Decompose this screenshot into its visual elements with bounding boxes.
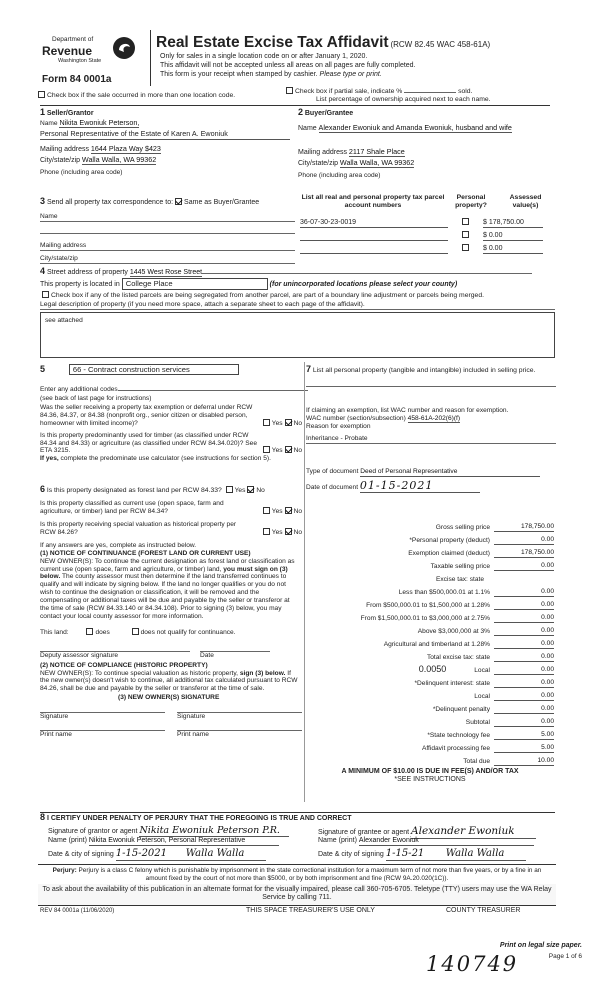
owner-print-name-label[interactable]: Print name [40, 730, 165, 739]
tax-row [306, 597, 554, 610]
grantee-date[interactable]: 1-15-21 [386, 848, 446, 861]
q2-note: complete the predominate use calculator (see instructions for section 5). [60, 455, 271, 463]
does-not-label: does not qualify for continuance. [140, 628, 236, 636]
tax-row [306, 649, 554, 662]
forest-yes-label: Yes [234, 487, 246, 494]
legal-size-note: Print on legal size paper. [499, 942, 582, 949]
q1-no-label: No [293, 419, 302, 427]
historic-yes-label: Yes [271, 528, 283, 536]
dept-name: Revenue [42, 43, 93, 58]
see-instructions-note: *SEE INSTRUCTIONS [394, 776, 466, 784]
col-assessed-header: Assessed value(s) [509, 194, 542, 210]
tax-row-value[interactable]: 178,750.00 [494, 523, 554, 532]
doc-date-label: Date of document [306, 483, 359, 491]
current-use-no-label: No [293, 508, 302, 516]
tax-row-value[interactable]: 0.00 [494, 640, 554, 649]
notice2-text-c: If the new owner(s) doesn't wish to continue, all additional tax calculated pursuant to RCW 84.26, shall be due and payable by the seller or transferor at the time of sale. [40, 669, 298, 693]
certify-text: I CERTIFY UNDER PENALTY OF PERJURY THAT THE FOREGOING IS TRUE AND CORRECT [46, 815, 352, 822]
grantee-sig-label: Signature of grantee or agent [318, 829, 410, 836]
segregated-checkbox[interactable] [42, 291, 49, 298]
deputy-date-label: Date [200, 651, 270, 660]
statute-text: (RCW 82.45 WAC 458-61A) [390, 40, 491, 49]
tax-row-label: Excise tax: state [435, 576, 484, 584]
county-treasurer: COUNTY TREASURER [446, 907, 521, 914]
notice1-text-a: NEW OWNER(S): To continue the current designation as forest land or classification as current use (open space, farm and agriculture, or timber) land, [40, 557, 295, 573]
minimum-due-note: A MINIMUM OF $10.00 IS DUE IN FEE(S) AND/OR TAX [341, 768, 519, 775]
page-number: Page 1 of 6 [548, 953, 582, 960]
parcel-number[interactable] [300, 245, 448, 254]
treasurer-use-only: THIS SPACE TREASURER'S USE ONLY [246, 907, 375, 914]
tax-row-label: Local [474, 693, 490, 701]
forest-question: Is this property designated as forest land per RCW 84.33? [46, 487, 222, 494]
same-as-buyer-label: Same as Buyer/Grantee [184, 199, 260, 206]
tax-row [306, 727, 554, 740]
correspondence-name-label: Name [40, 213, 295, 222]
if-yes-note: If any answers are yes, complete as instructed below. [40, 541, 197, 549]
buyer-heading: Buyer/Grantee [304, 110, 354, 117]
tax-row-value[interactable]: 10.00 [494, 757, 554, 766]
tax-row-value[interactable]: 0.00 [494, 588, 554, 597]
tax-row-label: From $500,000.01 to $1,500,000 at 1.28% [366, 602, 490, 610]
revenue-swirl-icon [112, 36, 136, 60]
q2-yes-label: Yes [271, 447, 283, 455]
alt-format-box [38, 884, 556, 906]
parcel-number[interactable] [300, 232, 448, 241]
dept-of-revenue-logo [38, 36, 148, 65]
header [38, 30, 573, 102]
wac-label: WAC number (section/subsection) [306, 415, 406, 423]
tax-row-value[interactable]: 0.00 [494, 718, 554, 727]
dept-line1: Department of [52, 36, 94, 43]
section6: 6 Is this property designated as forest land per RCW 84.33? Yes No Is this property classified as current use (open space, farm and agriculture, or timber) land per RCW 84.34? Yes No Is this property receiving special valuation as historical property per RCW 84.26? Yes No If any answers are yes, complete as instructed below. (1) NOTICE OF CONTINUANCE (FOREST LAND OR CURRENT USE) NEW OWNER(S): To continue the current designation as forest land or classification as current use (open space, farm and agriculture, or timber) land, you must sign on (3) below. The county assessor must then determine if the land transferred continues to qualify and will indicate by signing below. If the land no longer qualifies or you do not wish to continue the designation or classification, it will be removed and the compensating or additional taxes will be due and payable by the seller or transferor at the time of sale (RCW 84.33.140 or 84.34.108). Prior to signing (3) below, you may contact your local county assessor for more information. This land: does does not qualify for continuance. Deputy assessor signature Date (2) NOTICE OF COMPLIANCE (HISTORIC PROPERTY) NEW OWNER(S): To continue special valuation as historic property, sign (3) below. If the new owner(s) doesn't wish to continue, all additional tax calculated pursuant to RCW 84.26, shall be due and payable by the seller or transferor at the time of sale. (3) NEW OWNER(S) SIGNATURE Signature Signature Print name Print name [40, 484, 302, 739]
tax-row [306, 623, 554, 636]
alt-format-text: To ask about the availability of this publication in an alternate format for the visually impaired, please call 360-705-6705. Teletype (TTY) users may use the WA Relay Service by calling 711. [42, 886, 552, 902]
location-select[interactable]: College Place [122, 278, 268, 289]
local-tax-row [306, 662, 554, 675]
tax-row [306, 688, 554, 701]
exemption-label: If claiming an exemption, list WAC number and reason for exemption. [306, 407, 509, 415]
grantor-signature[interactable]: Nikita Ewoniuk Peterson P.R. [139, 825, 289, 837]
tax-table [306, 519, 554, 785]
grantor-city[interactable]: Walla Walla [186, 848, 266, 861]
notice3-title: (3) NEW OWNER(S) SIGNATURE [118, 694, 220, 702]
buyer-phone-label: Phone (including area code) [298, 171, 381, 179]
tax-row-label: *State technology fee [427, 732, 490, 740]
current-use-no-checkbox[interactable] [285, 507, 292, 514]
partial-sale-suffix: sold. [458, 88, 473, 95]
perjury-box [38, 864, 556, 885]
grantor-name-label: Name (print) [48, 837, 87, 844]
doc-type[interactable]: Deed of Personal Representative [360, 468, 540, 477]
local-rate: 0.0050 [418, 664, 447, 675]
tax-row-label: Total excise tax: state [426, 654, 490, 662]
same-as-buyer-checkbox[interactable] [175, 198, 182, 205]
tax-row [306, 584, 554, 597]
seller-name[interactable]: Nikita Ewoniuk Peterson, [59, 118, 140, 128]
deputy-signature-label: Deputy assessor signature [40, 651, 190, 660]
partial-sale-label: Check box if partial sale, indicate % [295, 88, 403, 95]
assessed-value[interactable]: $ 178,750.00 [483, 219, 543, 228]
timber-question: Is this property predominantly used for timber (as classified under RCW 84.34 and 84.33) or agriculture (as classified under RCW 84.34.020)? See ETA 3215. [40, 431, 257, 455]
tax-row-value[interactable]: 5.00 [494, 744, 554, 753]
tax-row-label: Total due [463, 758, 490, 766]
grantee-signature[interactable]: Alexander Ewoniuk [411, 825, 536, 839]
correspondence-label: Send all property tax correspondence to: [46, 199, 174, 206]
q2-yes-checkbox[interactable] [263, 446, 270, 453]
grantee-name-label: Name (print) [318, 837, 357, 844]
owner-signature-label[interactable]: Signature [40, 712, 165, 721]
tax-row-label: Subtotal [465, 719, 490, 727]
perjury-label: Perjury: [52, 867, 77, 874]
tax-row-value[interactable]: 0.00 [494, 679, 554, 688]
seller-phone-label: Phone (including area code) [40, 168, 123, 176]
header-line3a: This form is your receipt when stamped by cashier. [160, 71, 318, 78]
tax-row [306, 753, 554, 766]
forest-yes-checkbox[interactable] [226, 486, 233, 493]
street-label: Street address of property [46, 269, 128, 276]
owner2-print-name-label[interactable]: Print name [177, 730, 302, 739]
tax-row-label: Affidavit processing fee [421, 745, 490, 753]
buyer-mailing[interactable]: 2117 Shale Place [348, 146, 405, 156]
buyer-section: 2 Buyer/Grantee Name Alexander Ewoniuk and Amanda Ewoniuk, husband and wife Mailing address 2117 Shale Place City/state/zip Walla Walla, WA 99362 Phone (including area code) [298, 107, 558, 179]
tax-row [306, 545, 554, 558]
this-land-label: This land: [40, 628, 69, 636]
correspondence-mailing-label: Mailing address [40, 242, 295, 251]
tax-row [306, 558, 554, 571]
historic-no-label: No [293, 528, 302, 536]
tax-row-label: *Personal property (deduct) [409, 537, 490, 545]
street-address[interactable]: 1445 West Rose Street [129, 269, 203, 276]
correspondence-city-label: City/state/zip [40, 255, 295, 264]
seller-heading: Seller/Grantor [46, 110, 94, 117]
buyer-city-label: City/state/zip [298, 160, 339, 168]
seller-mailing[interactable]: 1644 Plaza Way $423 [90, 143, 161, 153]
tax-row [306, 636, 554, 649]
notice1-text-c: The county assessor must then determine if the land transferred continues to qualify and will indicate by signing below. If the land no longer qualifies or you do not wish to continue the designation or classification, it will be removed and the compensating or additional taxes will be due and payable by the seller or transferor at the time of sale (RCW 84.33.140 or 84.34.108). Prior to signing (3) below, you may contact your local county assessor for more information. [40, 573, 290, 620]
tax-row-value[interactable]: 0.00 [494, 536, 554, 545]
tax-row-value[interactable]: 5.00 [494, 731, 554, 740]
property-section: 4 Street address of property 1445 West Rose Street This property is located in College Place (for unincorporated locations please select your county) Check box if any of the listed parcels are being segregated from another parcel, are part of a boundary line adjustment or parcels being merged. Legal description of property (if you need more space, attach a separate sheet to each page of the affidavit). see attached [40, 266, 555, 358]
personal-property-label: List all personal property (tangible and intangible) included in selling price. [312, 367, 536, 374]
parcel-row [298, 217, 553, 230]
q2-no-label: No [293, 447, 302, 455]
seller-name-label: Name [40, 120, 58, 128]
tax-row [306, 701, 554, 714]
col-parcels-header: List all real and personal property tax parcel account numbers [301, 194, 445, 210]
tax-row [306, 675, 554, 688]
personal-property-checkbox[interactable] [462, 231, 469, 238]
seller-mailing-label: Mailing address [40, 145, 90, 153]
form-number: Form 84 0001a [42, 74, 112, 85]
q1-no-checkbox[interactable] [285, 419, 292, 426]
grantee-date-label: Date & city of signing [318, 851, 384, 858]
buyer-name[interactable]: Alexander Ewoniuk and Amanda Ewoniuk, husband and wife [318, 123, 512, 133]
tax-row-label: Exemption claimed (deduct) [408, 550, 490, 558]
parcel-number[interactable]: 36-07-30-23-0019 [300, 219, 448, 228]
exemption-question: Was the seller receiving a property tax exemption or deferral under RCW 84.36, 84.37, or 84.38 (nonprofit org., senior citizen or disabled person, homeowner with limited income)? [40, 403, 253, 427]
tax-row-label: Less than $500,000.01 at 1.1% [398, 589, 490, 597]
seller-city-label: City/state/zip [40, 157, 81, 165]
section7: 7 List all personal property (tangible and intangible) included in selling price. If claiming an exemption, list WAC number and reason for exemption. WAC number (section/subsection) 458-61A-202(6)(f) Reason for exemption Inheritance - Probate Type of document Deed of Personal Representative Date of document 01-15-2021 [306, 364, 556, 493]
q2-no-checkbox[interactable] [285, 446, 292, 453]
tax-row [306, 519, 554, 532]
notice1-text-b: you must sign on (3) below. [40, 565, 288, 581]
partial-sale-checkbox[interactable] [286, 87, 293, 94]
grantee-print-name[interactable]: Alexander Ewoniuk [359, 837, 534, 846]
segregated-label: Check box if any of the listed parcels are being segregated from another parcel, are part of a boundary line adjustment or parcels being merged. [51, 291, 484, 299]
tax-row-value[interactable]: 0.00 [494, 705, 554, 714]
grantor-date-label: Date & city of signing [48, 851, 114, 858]
tax-row-label: From $1,500,000.01 to $3,000,000 at 2.75% [360, 615, 490, 623]
notice2-text-a: NEW OWNER(S): To continue special valuation as historic property, [40, 669, 239, 677]
see-back-note: (see back of last page for instructions) [40, 395, 152, 403]
seller-city[interactable]: Walla Walla, WA 99362 [81, 155, 157, 165]
current-use-yes-checkbox[interactable] [263, 507, 270, 514]
forest-no-label: No [256, 487, 265, 494]
buyer-mailing-label: Mailing address [298, 148, 348, 156]
seller-section: 1 Seller/Grantor Name Nikita Ewoniuk Peterson, Personal Representative of the Estate of Karen A. Ewoniuk Mailing address 1644 Plaza Way $423 City/state/zip Walla Walla, WA 99362 Phone (including area code) [40, 107, 290, 177]
does-checkbox[interactable] [86, 628, 93, 635]
located-note: (for unincorporated locations please select your county) [269, 281, 458, 289]
tax-row-value[interactable]: 0.00 [494, 614, 554, 623]
tax-row-label: *Delinquent penalty [432, 706, 490, 714]
current-use-question: Is this property classified as current use (open space, farm and agriculture, or timber) land per RCW 84.34? [40, 500, 224, 516]
land-use-code-select[interactable]: 66 - Contract construction services [69, 364, 239, 375]
buyer-city[interactable]: Walla Walla, WA 99362 [339, 158, 415, 168]
local-tax-value[interactable]: 0.00 [494, 666, 554, 675]
tax-correspondence-section: 3 Send all property tax correspondence to: Same as Buyer/Grantee Name Mailing address City/state/zip [40, 196, 295, 264]
q1-yes-checkbox[interactable] [263, 419, 270, 426]
tax-row [306, 532, 554, 545]
tax-row-value[interactable]: 178,750.00 [494, 549, 554, 558]
q2-note-bold: If yes, [40, 455, 59, 463]
tax-row-value[interactable]: 0.00 [494, 692, 554, 701]
tax-row-value[interactable]: 0.00 [494, 601, 554, 610]
legal-description-box[interactable] [40, 312, 555, 358]
tax-row [306, 571, 554, 584]
located-label: This property is located in [40, 281, 120, 289]
seller-name2[interactable]: Personal Representative of the Estate of Karen A. Ewoniuk [40, 130, 290, 140]
tax-row [306, 610, 554, 623]
local-label: Local [474, 667, 490, 675]
grantor-date[interactable]: 1-15-2021 [116, 848, 186, 861]
exemption-reason[interactable]: Inheritance - Probate [306, 435, 556, 444]
forest-no-checkbox[interactable] [247, 486, 254, 493]
doc-type-label: Type of document [306, 467, 359, 475]
historic-no-checkbox[interactable] [285, 528, 292, 535]
assessed-value[interactable]: $ 0.00 [483, 245, 543, 254]
dept-state: Washington State [58, 58, 102, 65]
tax-row-value[interactable]: 0.00 [494, 627, 554, 636]
doc-date[interactable]: 01-15-2021 [360, 479, 480, 493]
notice2-title: (2) NOTICE OF COMPLIANCE (HISTORIC PROPERTY) [40, 661, 208, 669]
tax-row-label: *Delinquent interest: state [414, 680, 490, 688]
grantor-sig-label: Signature of grantor or agent [48, 828, 138, 835]
parcel-row [298, 230, 553, 243]
section8: 8 I CERTIFY UNDER PENALTY OF PERJURY THAT THE FOREGOING IS TRUE AND CORRECT Signature of grantor or agent Nikita Ewoniuk Peterson P.R. Name (print) Nikita Ewoniuk Peterson, Personal Representative Date & city of signing 1-15-2021 Walla Walla Signature of grantee or agent Alexander Ewoniuk Name (print) Alexander Ewoniuk Date & city of signing 1-15-21 Walla Walla [40, 812, 555, 867]
grantee-city[interactable]: Walla Walla [446, 848, 526, 861]
notice2-text-b: sign (3) below. [239, 669, 286, 677]
multi-location-checkbox[interactable] [38, 91, 45, 98]
tax-row [306, 740, 554, 753]
tax-row-value[interactable]: 0.00 [494, 562, 554, 571]
reason-label: Reason for exemption [306, 422, 371, 430]
tax-row-value[interactable]: 0.00 [494, 653, 554, 662]
tax-row-label: Above $3,000,000 at 3% [417, 628, 490, 636]
section5: 5 66 - Contract construction services Enter any additional codes (see back of last page for instructions) Was the seller receiving a property tax exemption or deferral under RCW 84.36, 84.37, or 84.38 (nonprofit org., senior citizen or disabled person, homeowner with limited income)? Yes No Is this property predominantly used for timber (as classified under RCW 84.34 and 84.33) or agriculture (as classified under RCW 84.34.020)? See ETA 3215. Yes No If yes, complete the predominate use calculator (see instructions for section 5). [40, 364, 302, 463]
current-use-yes-label: Yes [271, 508, 283, 516]
q1-yes-label: Yes [271, 419, 283, 427]
header-line3b: Please type or print. [319, 71, 382, 78]
pct-ownership-note: List percentage of ownership acquired next to each name. [316, 96, 491, 103]
personal-property-checkbox[interactable] [462, 218, 469, 225]
wac-number[interactable]: 458-61A-202(6)(f) [407, 415, 461, 423]
handwritten-number: 140749 [426, 952, 519, 976]
header-line2: This affidavit will not be accepted unless all areas on all pages are fully completed. [160, 62, 416, 69]
legal-label: Legal description of property (if you need more space, attach a separate sheet to each page of the affidavit). [40, 301, 555, 310]
tax-row [306, 714, 554, 727]
buyer-name-label: Name [298, 125, 317, 133]
tax-row-label: Taxable selling price [430, 563, 490, 571]
notice1-title: (1) NOTICE OF CONTINUANCE (FOREST LAND OR CURRENT USE) [40, 549, 251, 557]
title-text: Real Estate Excise Tax Affidavit [156, 34, 389, 51]
does-not-checkbox[interactable] [132, 628, 139, 635]
historic-question: Is this property receiving special valuation as historical property per RCW 84.26? [40, 520, 237, 536]
form-revision: REV 84 0001a (11/06/2020) [40, 908, 115, 914]
does-label: does [95, 628, 110, 636]
tax-row-label: Gross selling price [435, 524, 490, 532]
grantor-print-name[interactable]: Nikita Ewoniuk Peterson, Personal Representative [89, 837, 279, 846]
parcel-row [298, 243, 553, 256]
historic-yes-checkbox[interactable] [263, 528, 270, 535]
additional-codes-label: Enter any additional codes [40, 386, 118, 394]
form-title [156, 34, 490, 53]
owner2-signature-label[interactable]: Signature [177, 712, 302, 721]
assessed-value[interactable]: $ 0.00 [483, 232, 543, 241]
perjury-text: Perjury is a class C felony which is punishable by imprisonment in the state correctional institution for a maximum term of not more than five years, or by a fine in an amount fixed by the court of not more than $5000, or by both imprisonment and fine (RCW 9A.20.020(1C)). [78, 867, 542, 882]
header-line1: Only for sales in a single location code on or after January 1, 2020. [160, 53, 368, 60]
multi-location-label: Check box if the sale occurred in more than one location code. [47, 92, 236, 99]
personal-property-checkbox[interactable] [462, 244, 469, 251]
legal-description: see attached [45, 317, 83, 325]
col-personal-header: Personal property? [455, 194, 487, 210]
tax-row-label: Agricultural and timberland at 1.28% [383, 641, 490, 649]
